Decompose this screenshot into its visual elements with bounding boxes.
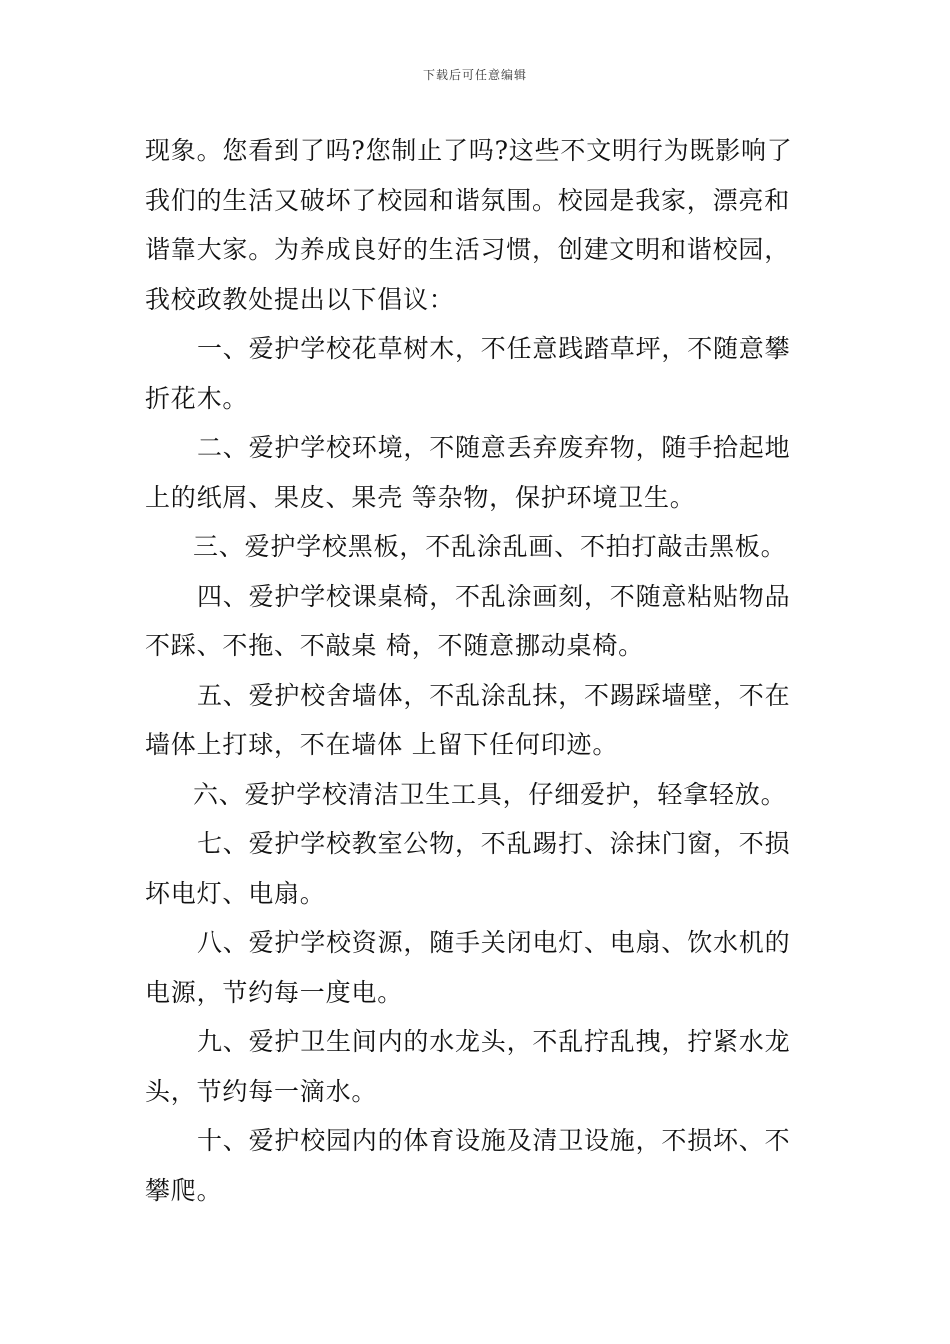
text-line: 现象。您看到了吗?您制止了吗?这些不文明行为既影响了 <box>145 136 793 165</box>
item-6-line: 六、爱护学校清洁卫生工具，仔细爱护，轻拿轻放。 <box>193 779 787 809</box>
text-line: 我校政教处提出以下倡议： <box>145 284 455 314</box>
item-3-line: 三、爱护学校黑板，不乱涂乱画、不拍打敲击黑板。 <box>193 532 787 561</box>
item-4-continuation: 不踩、不拖、不敲桌 椅，不随意挪动桌椅。 <box>145 631 644 660</box>
item-2-continuation: 上的纸屑、果皮、果壳 等杂物，保护环境卫生。 <box>145 482 696 512</box>
item-9-continuation: 头，节约每一滴水。 <box>145 1076 378 1106</box>
text-line: 谐靠大家。为养成良好的生活习惯，创建文明和谐校园， <box>145 235 791 264</box>
item-7-line: 七、爱护学校教室公物，不乱踢打、涂抹门窗，不损 <box>197 829 791 858</box>
text-line: 我们的生活又破坏了校园和谐氛围。校园是我家，漂亮和 <box>145 185 791 215</box>
item-1-line: 一、爱护学校花草树木，不任意践踏草坪，不随意攀 <box>197 334 791 363</box>
page-header: 下载后可任意编辑 <box>422 68 527 82</box>
item-10-line: 十、爱护校园内的体育设施及清卫设施，不损坏、不 <box>197 1126 791 1155</box>
item-8-continuation: 电源，节约每一度电。 <box>145 977 404 1007</box>
item-9-line: 九、爱护卫生间内的水龙头，不乱拧乱拽，拧紧水龙 <box>197 1027 791 1056</box>
item-2-line: 二、爱护学校环境，不随意丢弃废弃物，随手拾起地 <box>197 433 791 462</box>
item-5-line: 五、爱护校舍墙体，不乱涂乱抹，不踢踩墙壁，不在 <box>197 680 791 710</box>
item-10-continuation: 攀爬。 <box>145 1175 223 1205</box>
item-8-line: 八、爱护学校资源，随手关闭电灯、电扇、饮水机的 <box>197 928 791 957</box>
item-4-line: 四、爱护学校课桌椅，不乱涂画刻，不随意粘贴物品 <box>197 581 791 611</box>
item-5-continuation: 墙体上打球，不在墙体 上留下任何印迹。 <box>145 730 619 759</box>
document-body <box>145 126 810 1215</box>
item-1-continuation: 折花木。 <box>145 383 249 413</box>
item-7-continuation: 坏电灯、电扇。 <box>145 878 326 908</box>
